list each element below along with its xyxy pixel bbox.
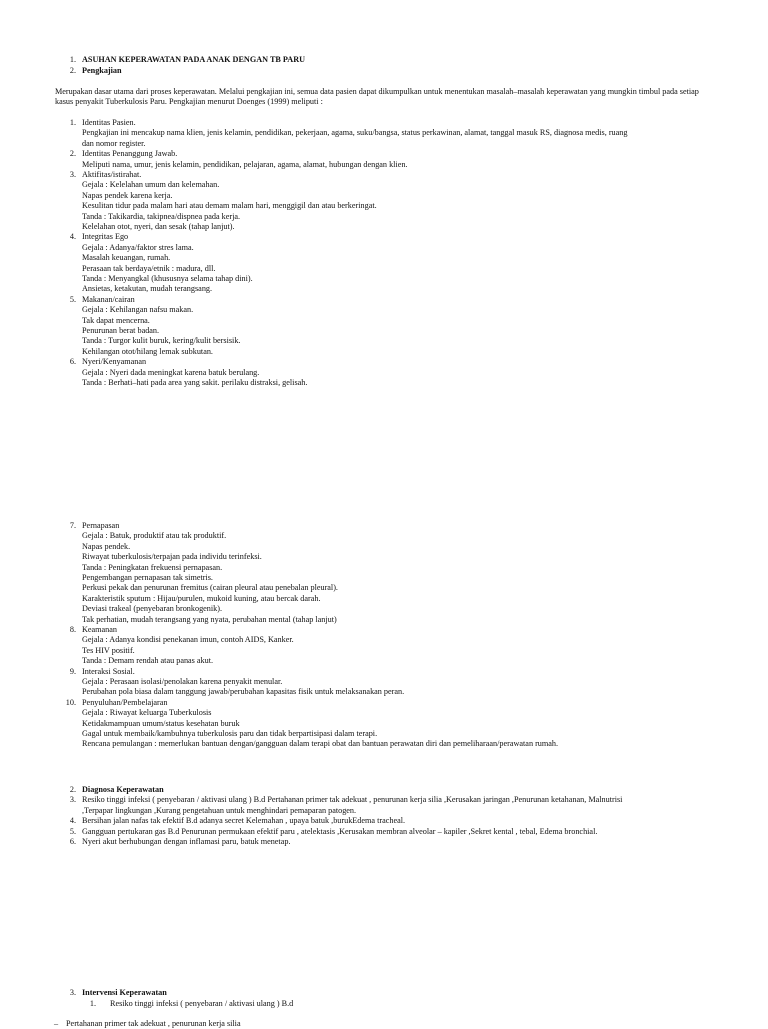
list-item-line: Gejala : Perasaan isolasi/penolakan karena penyakit menular. [82, 677, 283, 686]
list-item-line: Napas pendek. [82, 541, 131, 551]
intro-paragraph: Merupakan dasar utama dari proses keperawatan. Melalui pengkajian ini, semua data pasien dapat dikumpulkan untuk menentukan masalah–masalah keperawatan yang mungkin timbul pada setiap kasus penyakit Tuberkulosis Paru. Pengkajian menurut Doenges (1999) meliputi : [55, 87, 699, 107]
diagnosa-item-number: 6. [69, 837, 76, 846]
list-item-heading: Aktifitas/istirahat. [82, 170, 142, 179]
list-item-line: Tanda : Peningkatan frekuensi pernapasan. [82, 562, 223, 572]
list-item-number: 1. [69, 118, 76, 127]
list-item-line: Tanda : Turgor kulit buruk, kering/kulit bersisik. [82, 336, 241, 346]
list-item-line: Perubahan pola biasa dalam tanggung jawab/perubahan kapasitas fisik untuk melaksanakan peran. [82, 687, 405, 697]
list-item-line: Perkusi pekak dan penurunan fremitus (cairan pleural atau penebalan pleural). [82, 583, 338, 593]
list-item-line: Pengkajian ini mencakup nama klien, jenis kelamin, pendidikan, pekerjaan, agama, suku/bangsa, status perkawinan, alamat, tanggal masuk RS, diagnosa medis, ruang [82, 128, 628, 138]
list-item-line: Gejala : Adanya/faktor stres lama. [82, 242, 194, 252]
list-item-line: Gejala : Riwayat keluarga Tuberkulosis [82, 708, 212, 718]
list-item-number: 5. [69, 294, 76, 304]
list-item-heading: Identitas Pasien. [82, 118, 136, 127]
list-item-heading: Identitas Penanggung Jawab. [82, 149, 178, 159]
document-title: ASUHAN KEPERAWATAN PADA ANAK DENGAN TB PARU [82, 55, 306, 64]
list-item-line: Pengembangan pernapasan tak simetris. [82, 573, 213, 582]
section-heading-pengkajian: Pengkajian [82, 65, 122, 75]
list-item-number: 4. [69, 232, 76, 242]
header-item-1-number: 1. [69, 55, 76, 64]
list-item-line: Gejala : Adanya kondisi penekanan imun, contoh AIDS, Kanker. [82, 635, 294, 645]
diagnosa-item-line: Gangguan pertukaran gas B.d Penurunan permukaan efektif paru , atelektasis ,Kerusakan membran alveolar – kapiler ,Sekret kental , tebal, Edema bronchial. [82, 826, 598, 836]
list-item-line: dan nomor register. [82, 138, 146, 148]
list-item-heading: Pernapasan [82, 521, 120, 530]
list-item-heading: Nyeri/Kenyamanan [82, 357, 147, 367]
list-item-line: Gejala : Kelelahan umum dan kelemahan. [82, 180, 220, 190]
list-item-line: Tanda : Berhati–hati pada area yang sakit. perilaku distraksi, gelisah. [82, 378, 308, 387]
bullet-dash: – [54, 1019, 59, 1028]
list-item-line: Penurunan berat badan. [82, 326, 160, 335]
list-item-line: Tanda : Menyangkal (khususnya selama tahap dini). [82, 274, 253, 283]
list-item-line: Ansietas, ketakutan, mudah terangsang. [82, 284, 213, 294]
list-item-line: Karakteristik sputum : Hijau/purulen, mukoid kuning, atau bercak darah. [82, 593, 321, 603]
diagnosa-item-line: Resiko tinggi infeksi ( penyebaran / aktivasi ulang ) B.d Pertahanan primer tak adekuat , penurunan kerja silia ,Kerusakan jaringan ,Penurunan ketahanan, Malnutrisi [82, 795, 623, 805]
list-item-number: 7. [69, 521, 76, 530]
list-item-line: Kehilangan otot/hilang lemak subkutan. [82, 346, 213, 356]
intervensi-number: 3. [69, 988, 76, 997]
header-item-2-number: 2. [69, 65, 76, 75]
list-item-heading: Keamanan [82, 625, 118, 634]
diagnosa-item-number: 4. [69, 816, 76, 826]
diagnosa-item-number: 3. [69, 795, 76, 805]
intervensi-sub-number: 1. [89, 998, 96, 1008]
list-item-heading: Penyuluhan/Pembelajaran [82, 697, 168, 707]
list-item-heading: Makanan/cairan [82, 294, 135, 304]
diagnosa-number: 2. [69, 785, 76, 794]
list-item-line: Kelelahan otot, nyeri, dan sesak (tahap lanjut). [82, 222, 235, 231]
list-item-number: 3. [69, 170, 76, 179]
list-item-number: 8. [69, 625, 76, 634]
list-item-line: Ketidakmampuan umum/status kesehatan buruk [82, 718, 240, 728]
list-item-line: Deviasi trakeal (penyebaran bronkogenik). [82, 604, 223, 614]
list-item-number: 9. [69, 666, 76, 676]
list-item-number: 2. [69, 149, 76, 159]
list-item-line: Riwayat tuberkulosis/terpajan pada individu terinfeksi. [82, 552, 262, 562]
list-item-line: Napas pendek karena kerja. [82, 190, 173, 200]
diagnosa-item-line: Nyeri akut berhubungan dengan inflamasi paru, batuk menetap. [82, 837, 291, 846]
list-item-line: Meliputi nama, umur, jenis kelamin, pendidikan, pelajaran, agama, alamat, hubungan dengan klien. [82, 159, 408, 169]
intervensi-sub-item: Resiko tinggi infeksi ( penyebaran / aktivasi ulang ) B.d [110, 998, 294, 1008]
list-item-number: 10. [65, 697, 76, 707]
intervensi-bullet-item: Pertahanan primer tak adekuat , penurunan kerja silia [66, 1019, 241, 1028]
list-item-line: Tanda : Demam rendah atau panas akut. [82, 656, 214, 666]
list-item-heading: Integritas Ego [82, 232, 129, 242]
list-item-line: Kesulitan tidur pada malam hari atau demam malam hari, menggigil dan atau berkeringat. [82, 201, 377, 211]
list-item-line: Gejala : Nyeri dada meningkat karena batuk berulang. [82, 367, 260, 377]
list-item-line: Tes HIV positif. [82, 645, 135, 655]
list-item-line: Tak perhatian, mudah terangsang yang nyata, perubahan mental (tahap lanjut) [82, 614, 337, 624]
list-item-line: Gejala : Kehilangan nafsu makan. [82, 305, 194, 315]
list-item-line: Gejala : Batuk, produktif atau tak produktif. [82, 531, 227, 541]
list-item-number: 6. [69, 357, 76, 367]
list-item-line: Masalah keuangan, rumah. [82, 253, 171, 263]
diagnosa-item-line: ,Terpapar lingkungan ,Kurang pengetahuan untuk menghindari pemaparan patogen. [82, 805, 357, 815]
intervensi-heading: Intervensi Keperawatan [82, 988, 167, 997]
list-item-line: Gagal untuk membaik/kambuhnya tuberkulosis paru dan tidak berpartisipasi dalam terapi. [82, 729, 378, 738]
diagnosa-item-line: Bersihan jalan nafas tak efektif B.d adanya secret Kelemahan , upaya batuk ,burukEdema tracheal. [82, 816, 406, 826]
list-item-line: Rencana pemulangan : memerlukan bantuan dengan/gangguan dalam terapi obat dan bantuan perawatan diri dan pemeliharaan/perawatan rumah. [82, 739, 559, 749]
diagnosa-heading: Diagnosa Keperawatan [82, 785, 164, 794]
list-item-line: Tak dapat mencerna. [82, 315, 150, 325]
diagnosa-item-number: 5. [69, 826, 76, 836]
list-item-line: Perasaan tak berdaya/etnik : madura, dll. [82, 263, 216, 273]
list-item-heading: Interaksi Sosial. [82, 666, 135, 676]
list-item-line: Tanda : Takikardia, takipnea/dispnea pada kerja. [82, 211, 241, 221]
